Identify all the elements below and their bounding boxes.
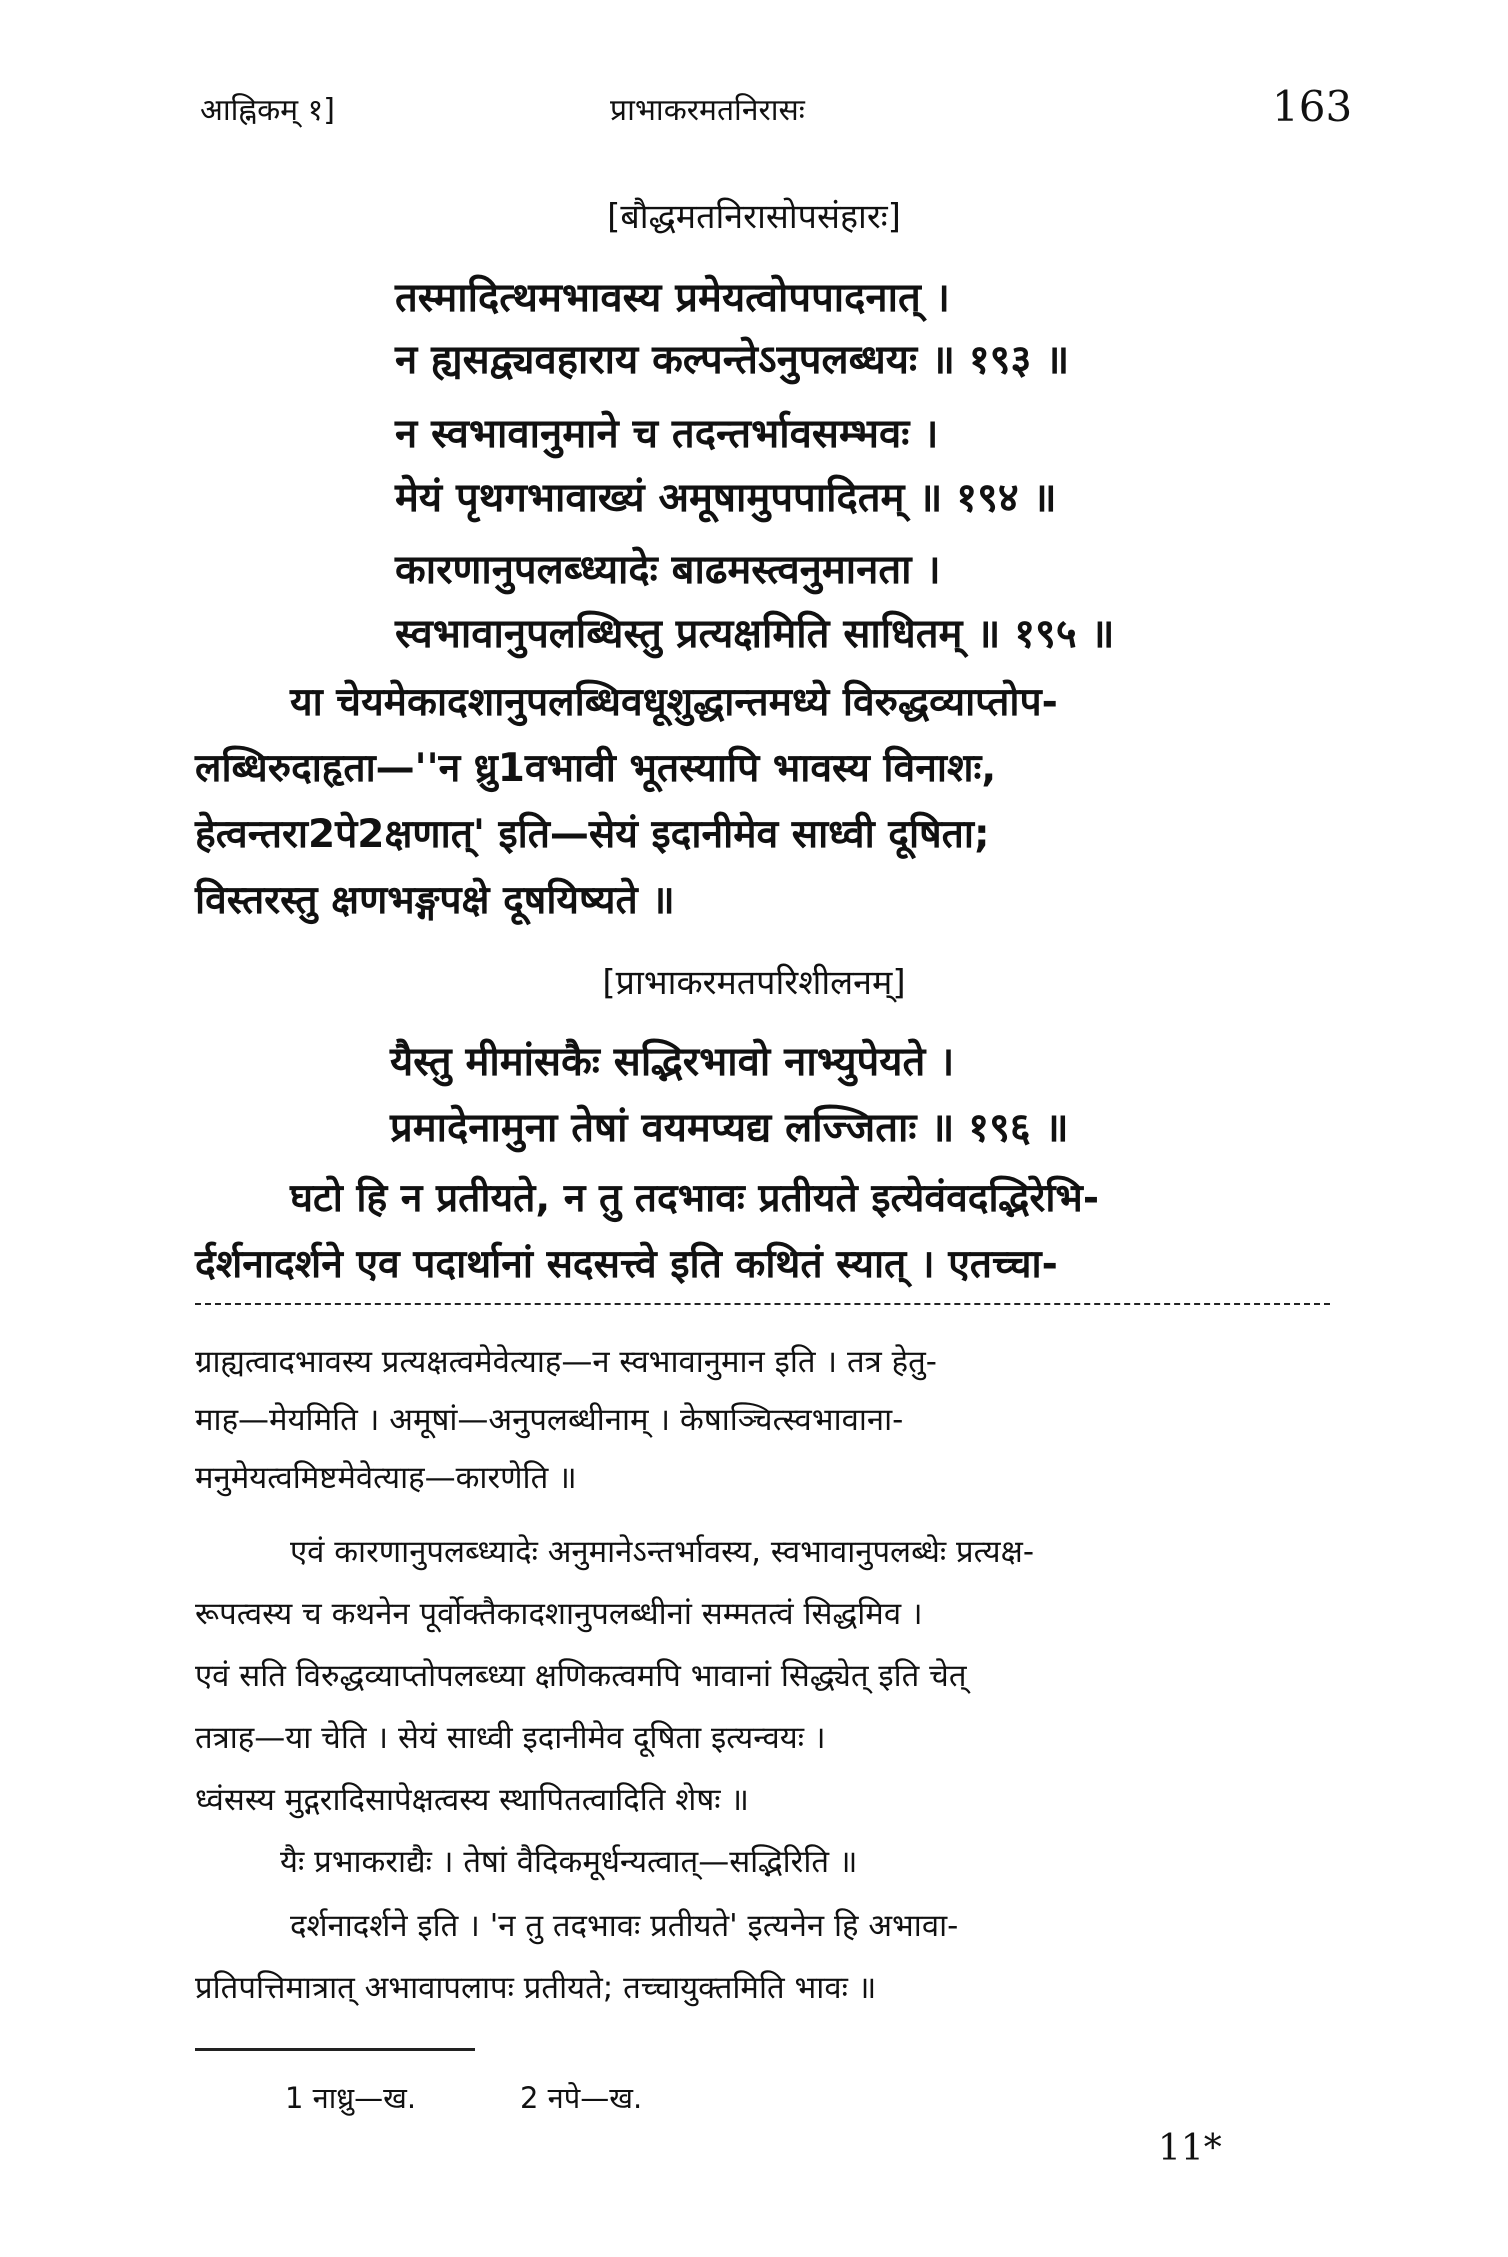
commentary-divider <box>195 1303 1330 1305</box>
footnote-1: 1 नाध्रु—ख. <box>285 2081 417 2115</box>
verse-line: प्रमादेनामुना तेषां वयमप्यद्य लज्जिताः ॥ १९६ ॥ <box>390 1105 1069 1151</box>
running-header-title: प्राभाकरमतनिरासः <box>610 93 805 128</box>
verse-line: स्वभावानुपलब्धिस्तु प्रत्यक्षमिति साधितम् ॥ १९५ ॥ <box>395 611 1115 657</box>
commentary-line: रूपत्वस्य च कथनेन पूर्वोक्तैकादशानुपलब्धीनां सम्मतत्वं सिद्धमिव । <box>195 1596 923 1632</box>
verse-line: न ह्यसद्व्यवहाराय कल्पन्तेऽनुपलब्धयः ॥ १९३ ॥ <box>395 337 1070 383</box>
verse-line: तस्मादित्थमभावस्य प्रमेयत्वोपपादनात् । <box>395 275 950 321</box>
prose-line: घटो हि न प्रतीयते, न तु तदभावः प्रतीयते इत्येवंवदद्भिरेभि- <box>290 1176 1100 1221</box>
verse-line: कारणानुपलब्ध्यादेः बाढमस्त्वनुमानता । <box>395 547 941 593</box>
commentary-line: माह—मेयमिति । अमूषां—अनुपलब्धीनाम् । केषाञ्चित्स्वभावाना- <box>195 1402 904 1438</box>
page-number: 163 <box>1272 82 1353 131</box>
verse-line: यैस्तु मीमांसकैः सद्भिरभावो नाभ्युपेयते । <box>390 1039 955 1085</box>
prose-line: लब्धिरुदाहृता—''न ध्रु1वभावी भूतस्यापि भावस्य विनाशः, <box>195 746 997 791</box>
footnote-divider <box>195 2048 475 2051</box>
verse-line: मेयं पृथगभावाख्यं अमूषामुपपादितम् ॥ १९४ ॥ <box>395 475 1057 521</box>
footnote-2: 2 नपे—ख. <box>520 2081 643 2115</box>
commentary-line: एवं कारणानुपलब्ध्यादेः अनुमानेऽन्तर्भावस्य, स्वभावानुपलब्धेः प्रत्यक्ष- <box>290 1534 1035 1570</box>
section-heading-2: [प्राभाकरमतपरिशीलनम्] <box>602 963 906 1003</box>
commentary-line: ग्राह्यत्वादभावस्य प्रत्यक्षत्वमेवेत्याह—न स्वभावानुमान इति । तत्र हेतु- <box>195 1344 937 1380</box>
commentary-line: तत्राह—या चेति । सेयं साध्वी इदानीमेव दूषिता इत्यन्वयः । <box>195 1720 826 1756</box>
prose-line: या चेयमेकादशानुपलब्धिवधूशुद्धान्तमध्ये विरुद्धव्याप्तोप- <box>290 680 1058 725</box>
running-header-left: आह्निकम् १] <box>200 93 335 128</box>
section-heading-1: [बौद्धमतनिरासोपसंहारः] <box>607 197 901 237</box>
verse-line: न स्वभावानुमाने च तदन्तर्भावसम्भवः । <box>395 411 939 457</box>
commentary-line: प्रतिपत्तिमात्रात् अभावापलापः प्रतीयते; तच्चायुक्तमिति भावः ॥ <box>195 1970 877 2006</box>
prose-line: विस्तरस्तु क्षणभङ्गपक्षे दूषयिष्यते ॥ <box>195 878 675 923</box>
commentary-line: ध्वंसस्य मुद्गरादिसापेक्षत्वस्य स्थापितत्वादिति शेषः ॥ <box>195 1782 749 1818</box>
prose-line: र्दर्शनादर्शने एव पदार्थानां सदसत्त्वे इति कथितं स्यात् । एतच्चा- <box>195 1242 1058 1287</box>
commentary-line: मनुमेयत्वमिष्टमेवेत्याह—कारणेति ॥ <box>195 1460 577 1496</box>
commentary-line: यैः प्रभाकराद्यैः । तेषां वैदिकमूर्धन्यत्वात्—सद्भिरिति ॥ <box>280 1844 858 1880</box>
prose-line: हेत्वन्तरा2पे2क्षणात्' इति—सेयं इदानीमेव साध्वी दूषिता; <box>195 812 990 857</box>
commentary-line: दर्शनादर्शने इति । 'न तु तदभावः प्रतीयते' इत्यनेन हि अभावा- <box>290 1908 959 1944</box>
commentary-line: एवं सति विरुद्धव्याप्तोपलब्ध्या क्षणिकत्वमपि भावानां सिद्ध्येत् इति चेत् <box>195 1658 967 1694</box>
signature-mark: 11* <box>1158 2128 1222 2169</box>
